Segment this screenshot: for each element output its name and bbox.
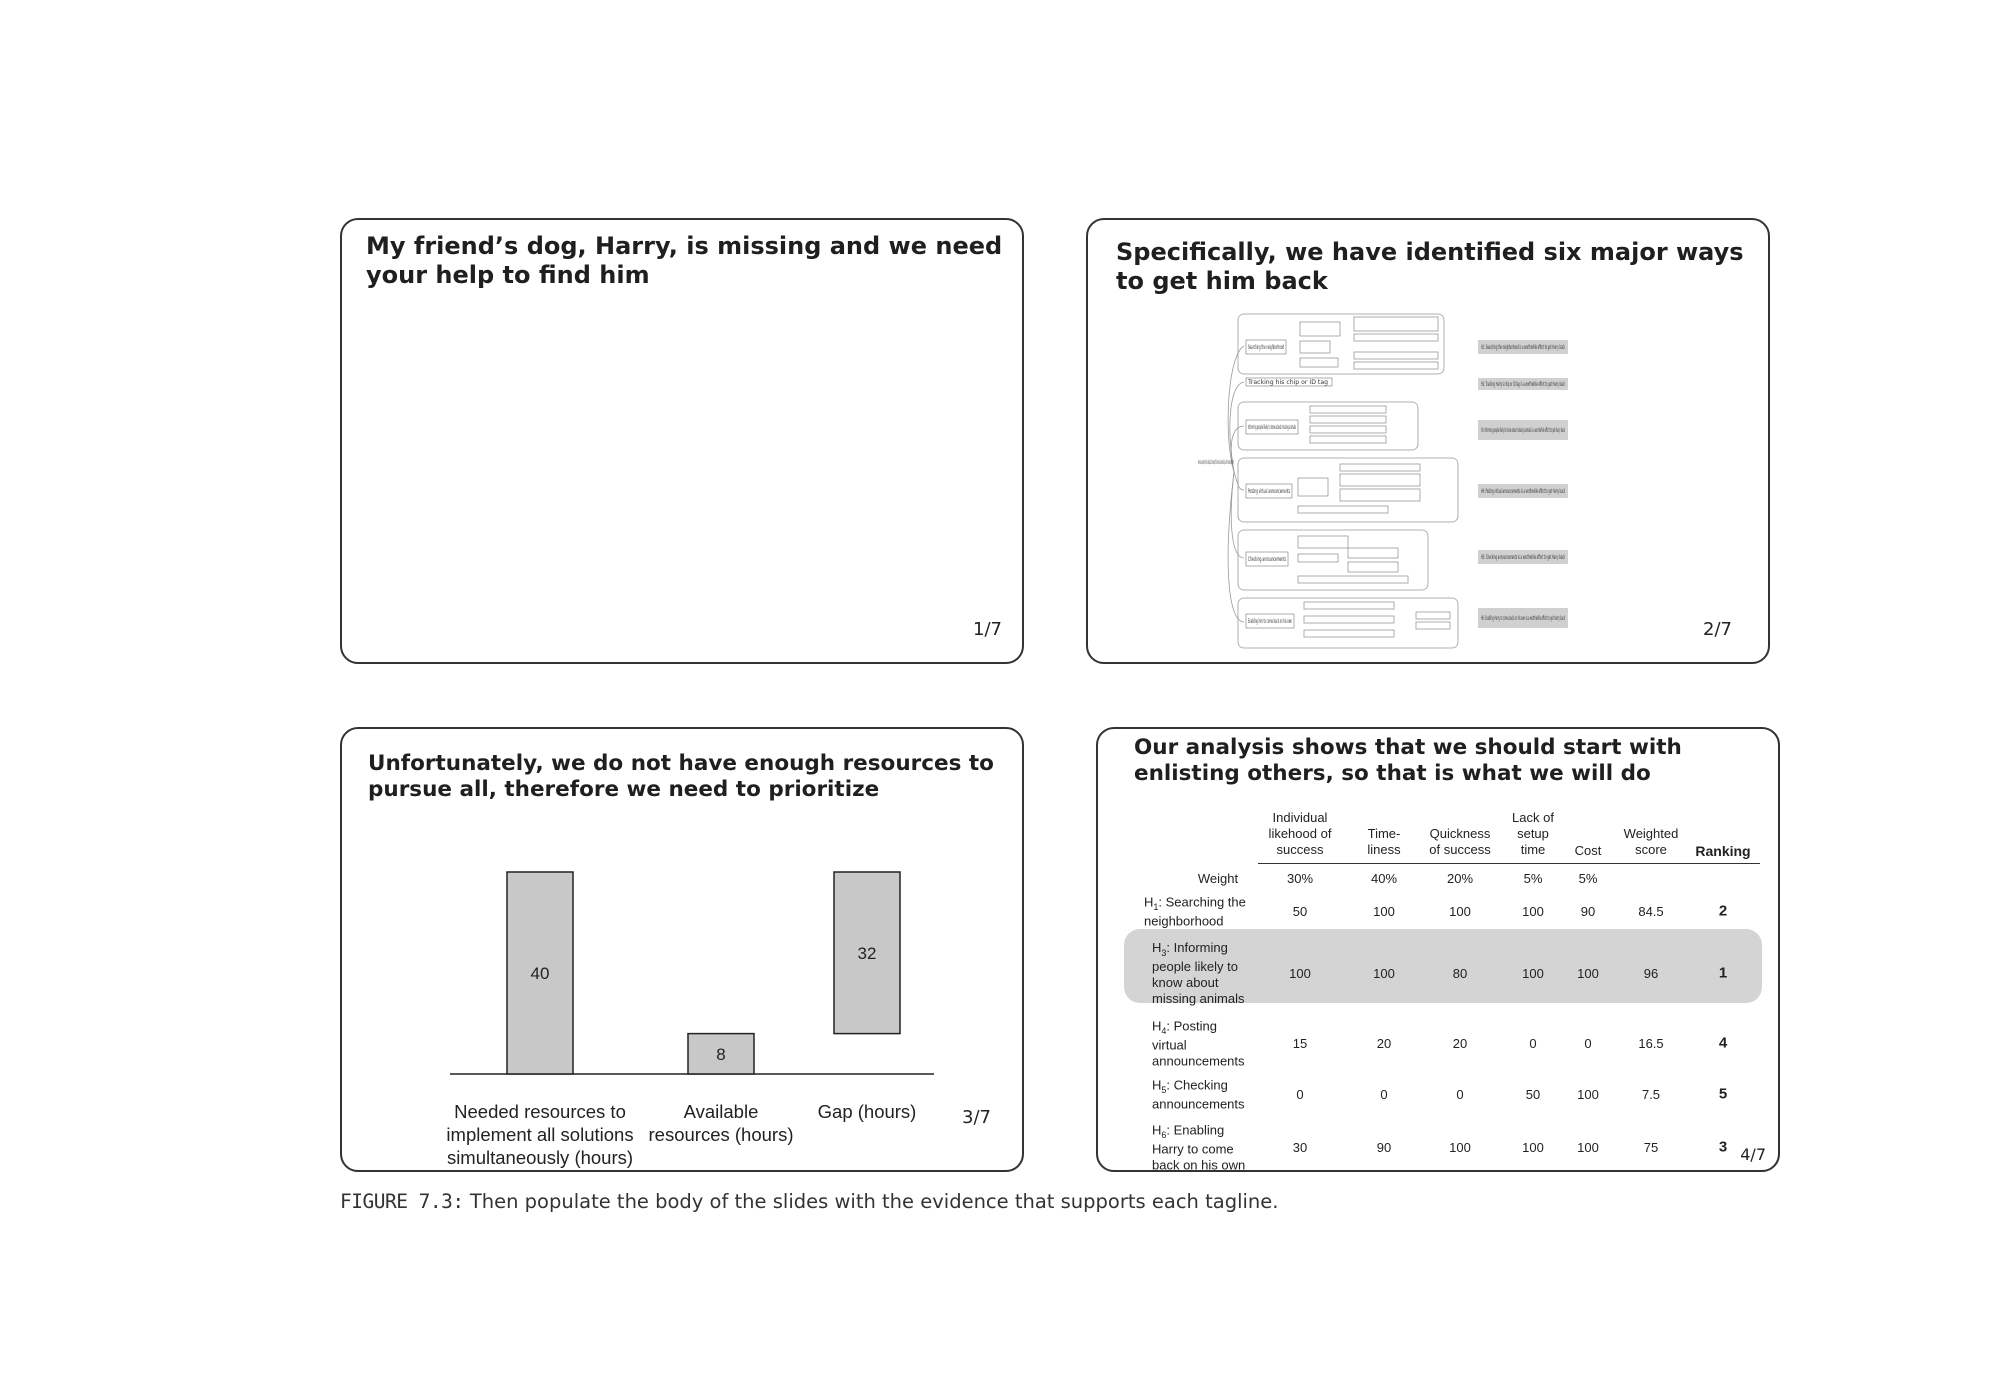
tree-hypothesis-label: H3: Informing people likely to know about missing animals is a worthwhile effort to get Harry back (1481, 427, 1566, 434)
table-value-cell: 30 (1292, 1139, 1308, 1155)
issue-tree-diagram (1198, 314, 1698, 654)
table-value-cell: 0 (1529, 1035, 1537, 1051)
table-weight-cell: 5% (1578, 870, 1598, 886)
table-weight-label: Weight (1197, 870, 1239, 886)
slide-1 (340, 218, 1024, 664)
tree-branch-label: Searching the neighborhood (1248, 344, 1285, 351)
chart-category-label: implement all solutions (446, 1124, 634, 1145)
tree-hypothesis-label: H2: Tracking Harry's chip or ID tag is a worthwhile effort to get Harry back (1481, 381, 1566, 388)
table-value-cell: 100 (1449, 1139, 1471, 1155)
tree-branch-label: Informing people likely to know about missing animals (1248, 424, 1296, 431)
figure-caption-text: Then populate the body of the slides with the evidence that supports each tagline. (469, 1190, 1279, 1213)
table-value-cell: 75 (1643, 1139, 1659, 1155)
table-value-cell: 100 (1577, 1086, 1599, 1102)
table-value-cell: 0 (1380, 1086, 1388, 1102)
chart-category-label: simultaneously (hours) (446, 1147, 634, 1168)
table-rank-cell: 1 (1718, 964, 1728, 982)
figure-caption (340, 1190, 1278, 1213)
slide-1-title: My friend’s dog, Harry, is missing and we need your help to find him (366, 232, 1003, 290)
table-column-header: Weighted score (1623, 826, 1679, 858)
tree-root-label: How can we get Harry the dog back, knowing that no-one is preventing us from recovering him? (1198, 459, 1234, 466)
slide-4-page-number: 4/7 (1740, 1145, 1766, 1164)
table-row-label: $H_6$: Enabling Harry to come back on his own (1152, 1122, 1246, 1173)
table-value-cell: 0 (1456, 1086, 1464, 1102)
figure-caption-label: FIGURE 7.3: (340, 1190, 464, 1213)
table-column-header: Time- liness (1367, 826, 1401, 858)
table-weight-cell: 30% (1286, 870, 1314, 886)
table-weight-cell: 20% (1446, 870, 1474, 886)
table-column-header: Cost (1574, 842, 1602, 858)
table-value-cell: 100 (1373, 903, 1395, 919)
table-value-cell: 50 (1292, 903, 1308, 919)
tree-branch-label: Checking announcements (1248, 556, 1286, 563)
table-weight-cell: 5% (1523, 870, 1543, 886)
table-value-cell: 100 (1577, 1139, 1599, 1155)
table-value-cell: 100 (1373, 965, 1395, 981)
table-value-cell: 100 (1522, 1139, 1544, 1155)
slide-3-title: Unfortunately, we do not have enough resources to pursue all, therefore we need to prioritize (368, 751, 994, 803)
tree-branch-label: Tracking his chip or ID tag (1246, 379, 1329, 386)
table-rank-cell: 4 (1718, 1034, 1728, 1052)
slide-2-title: Specifically, we have identified six major ways to get him back (1116, 238, 1744, 296)
table-rank-cell: 5 (1718, 1085, 1728, 1103)
table-row-label: $H_5$: Checking announcements (1152, 1077, 1245, 1112)
tree-hypothesis-label: H5: Checking announcements is a worthwhile effort to get Harry back (1481, 554, 1566, 561)
table-value-cell: 0 (1584, 1035, 1592, 1051)
chart-category-label: Needed resources to (454, 1101, 626, 1122)
table-column-header: Lack of setup time (1512, 809, 1554, 857)
tree-hypothesis-label: H1: Searching the neighborhood is a worthwhile effort to get Harry back (1481, 344, 1566, 351)
table-column-header: Quickness of success (1429, 826, 1491, 858)
table-value-cell: 100 (1449, 903, 1471, 919)
tree-branch-label: Enabling him to come back on his own (1248, 618, 1293, 625)
table-row-label: $H_1$: Searching the neighborhood (1144, 894, 1246, 929)
resource-gap-chart (342, 729, 1026, 1174)
slide-2 (1086, 218, 1770, 664)
table-value-cell: 16.5 (1638, 1035, 1664, 1051)
table-value-cell: 7.5 (1641, 1086, 1661, 1102)
table-value-cell: 80 (1452, 965, 1468, 981)
table-value-cell: 100 (1522, 903, 1544, 919)
tree-branch-label: Posting virtual announcements (1248, 488, 1290, 495)
table-header-rule (1258, 863, 1760, 864)
table-weight-cell: 40% (1370, 870, 1398, 886)
slide-4-title: Our analysis shows that we should start with enlisting others, so that is what we will do (1134, 735, 1682, 787)
chart-category-label: Available (683, 1101, 759, 1122)
slide-2-page-number: 2/7 (1703, 619, 1732, 640)
table-value-cell: 20 (1376, 1035, 1392, 1051)
table-row-label: $H_4$: Posting virtual announcements (1152, 1018, 1245, 1069)
table-value-cell: 15 (1292, 1035, 1308, 1051)
table-value-cell: 0 (1296, 1086, 1304, 1102)
table-value-cell: 100 (1289, 965, 1311, 981)
tree-hypothesis-label: H6: Enabling Harry to come back on his own is a worthwhile effort to get Harry back (1481, 615, 1566, 622)
slide-4 (1096, 727, 1780, 1172)
chart-category-label: Gap (hours) (817, 1101, 917, 1122)
tree-hypothesis-label: H4: Posting virtual announcements is a worthwhile effort to get Harry back (1481, 488, 1566, 495)
table-value-cell: 100 (1577, 965, 1599, 981)
chart-category-label: resources (hours) (648, 1124, 794, 1145)
table-rank-cell: 3 (1718, 1138, 1728, 1156)
table-row-label: $H_3$: Informing people likely to know about missing animals (1152, 940, 1245, 1007)
chart-value-label: 32 (857, 943, 877, 963)
slide-3 (340, 727, 1024, 1172)
table-value-cell: 20 (1452, 1035, 1468, 1051)
table-value-cell: 90 (1580, 903, 1596, 919)
chart-value-label: 40 (530, 964, 550, 983)
chart-value-label: 8 (716, 1044, 726, 1064)
table-value-cell: 100 (1522, 965, 1544, 981)
table-column-header: Ranking (1695, 842, 1751, 859)
table-value-cell: 84.5 (1638, 903, 1664, 919)
table-value-cell: 50 (1525, 1086, 1541, 1102)
table-rank-cell: 2 (1718, 902, 1728, 920)
slide-1-page-number: 1/7 (973, 619, 1002, 640)
table-column-header: Individual likehood of success (1268, 809, 1332, 857)
table-value-cell: 90 (1376, 1139, 1392, 1155)
table-value-cell: 96 (1643, 965, 1659, 981)
slide-3-page-number: 3/7 (962, 1107, 991, 1128)
